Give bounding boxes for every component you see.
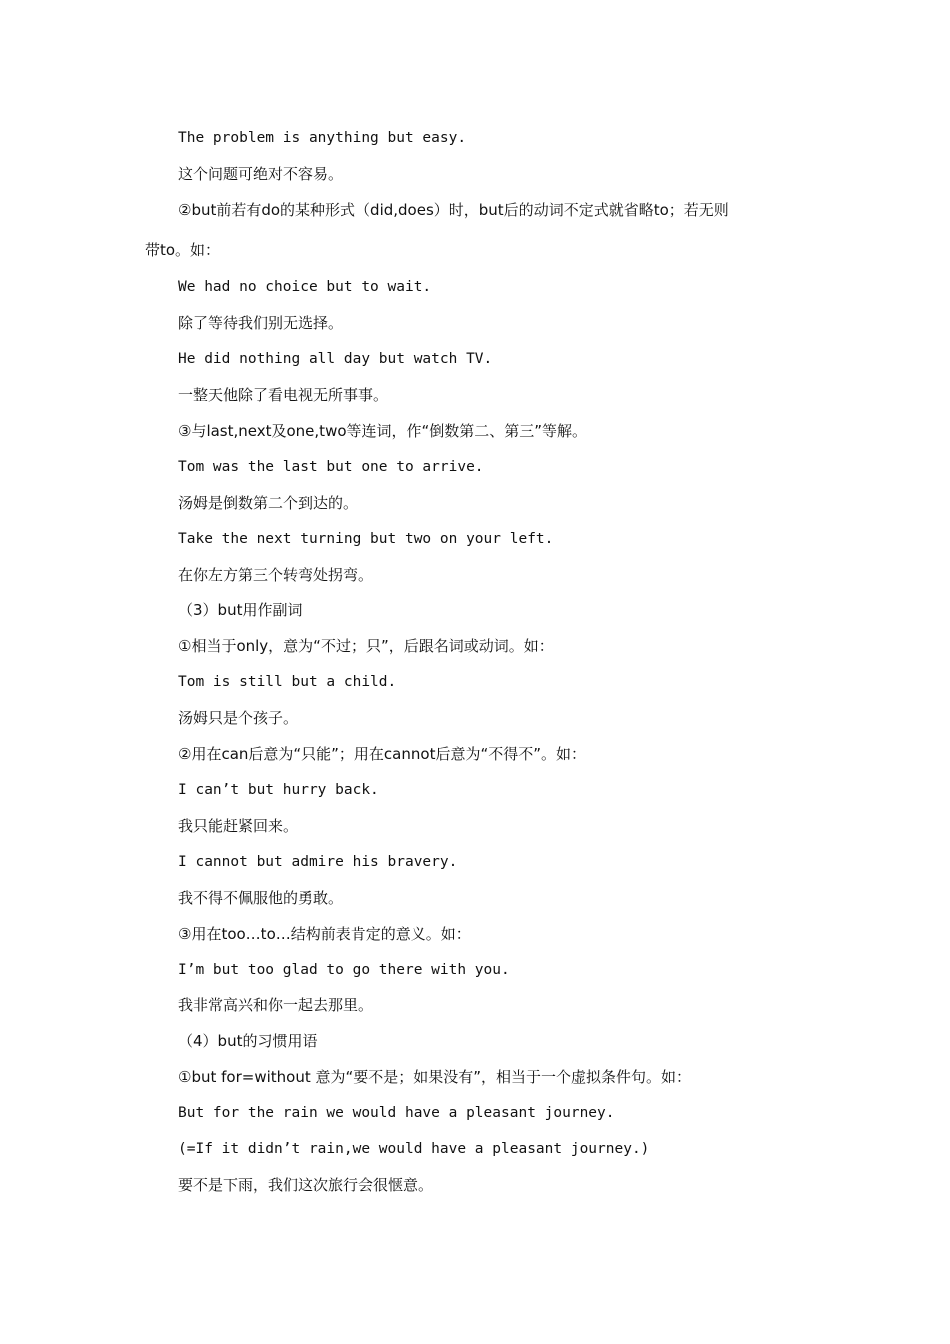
rule-text: ①相当于only，意为“不过；只”，后跟名词或动词。如： bbox=[178, 637, 554, 655]
translation: 一整天他除了看电视无所事事。 bbox=[178, 386, 389, 404]
example-paraphrase: (=If it didn’t rain,we would have a pleasant journey.) bbox=[178, 1141, 650, 1157]
rule-text: ③与last,next及one,two等连词，作“倒数第二、第三”等解。 bbox=[178, 422, 588, 440]
example-sentence: We had no choice but to wait. bbox=[178, 279, 432, 295]
section-heading: （4）but的习惯用语 bbox=[178, 1032, 318, 1050]
example-sentence: The problem is anything but easy. bbox=[178, 130, 467, 146]
translation: 除了等待我们别无选择。 bbox=[178, 314, 344, 332]
example-sentence: Take the next turning but two on your left. bbox=[178, 531, 554, 547]
example-sentence: Tom was the last but one to arrive. bbox=[178, 459, 484, 475]
example-sentence: I cannot but admire his bravery. bbox=[178, 854, 458, 870]
rule-text: ②but前若有do的某种形式（did,does）时，but后的动词不定式就省略to；若无则 bbox=[178, 201, 729, 219]
rule-text: ①but for=without 意为“要不是；如果没有”，相当于一个虚拟条件句。如： bbox=[178, 1068, 692, 1086]
translation: 要不是下雨，我们这次旅行会很惬意。 bbox=[178, 1176, 434, 1194]
section-heading: （3）but用作副词 bbox=[178, 601, 303, 619]
translation: 我非常高兴和你一起去那里。 bbox=[178, 996, 374, 1014]
rule-text: ③用在too…to…结构前表肯定的意义。如： bbox=[178, 925, 471, 943]
translation: 我不得不佩服他的勇敢。 bbox=[178, 889, 344, 907]
example-sentence: But for the rain we would have a pleasant journey. bbox=[178, 1105, 615, 1121]
example-sentence: I’m but too glad to go there with you. bbox=[178, 962, 510, 978]
translation: 这个问题可绝对不容易。 bbox=[178, 165, 344, 183]
example-sentence: I can’t but hurry back. bbox=[178, 782, 379, 798]
translation: 我只能赶紧回来。 bbox=[178, 817, 299, 835]
translation: 汤姆是倒数第二个到达的。 bbox=[178, 494, 359, 512]
example-sentence: He did nothing all day but watch TV. bbox=[178, 351, 493, 367]
rule-text: ②用在can后意为“只能”；用在cannot后意为“不得不”。如： bbox=[178, 745, 586, 763]
example-sentence: Tom is still but a child. bbox=[178, 674, 397, 690]
translation: 在你左方第三个转弯处拐弯。 bbox=[178, 566, 374, 584]
translation: 汤姆只是个孩子。 bbox=[178, 709, 299, 727]
rule-text-continued: 带to。如： bbox=[145, 241, 221, 259]
